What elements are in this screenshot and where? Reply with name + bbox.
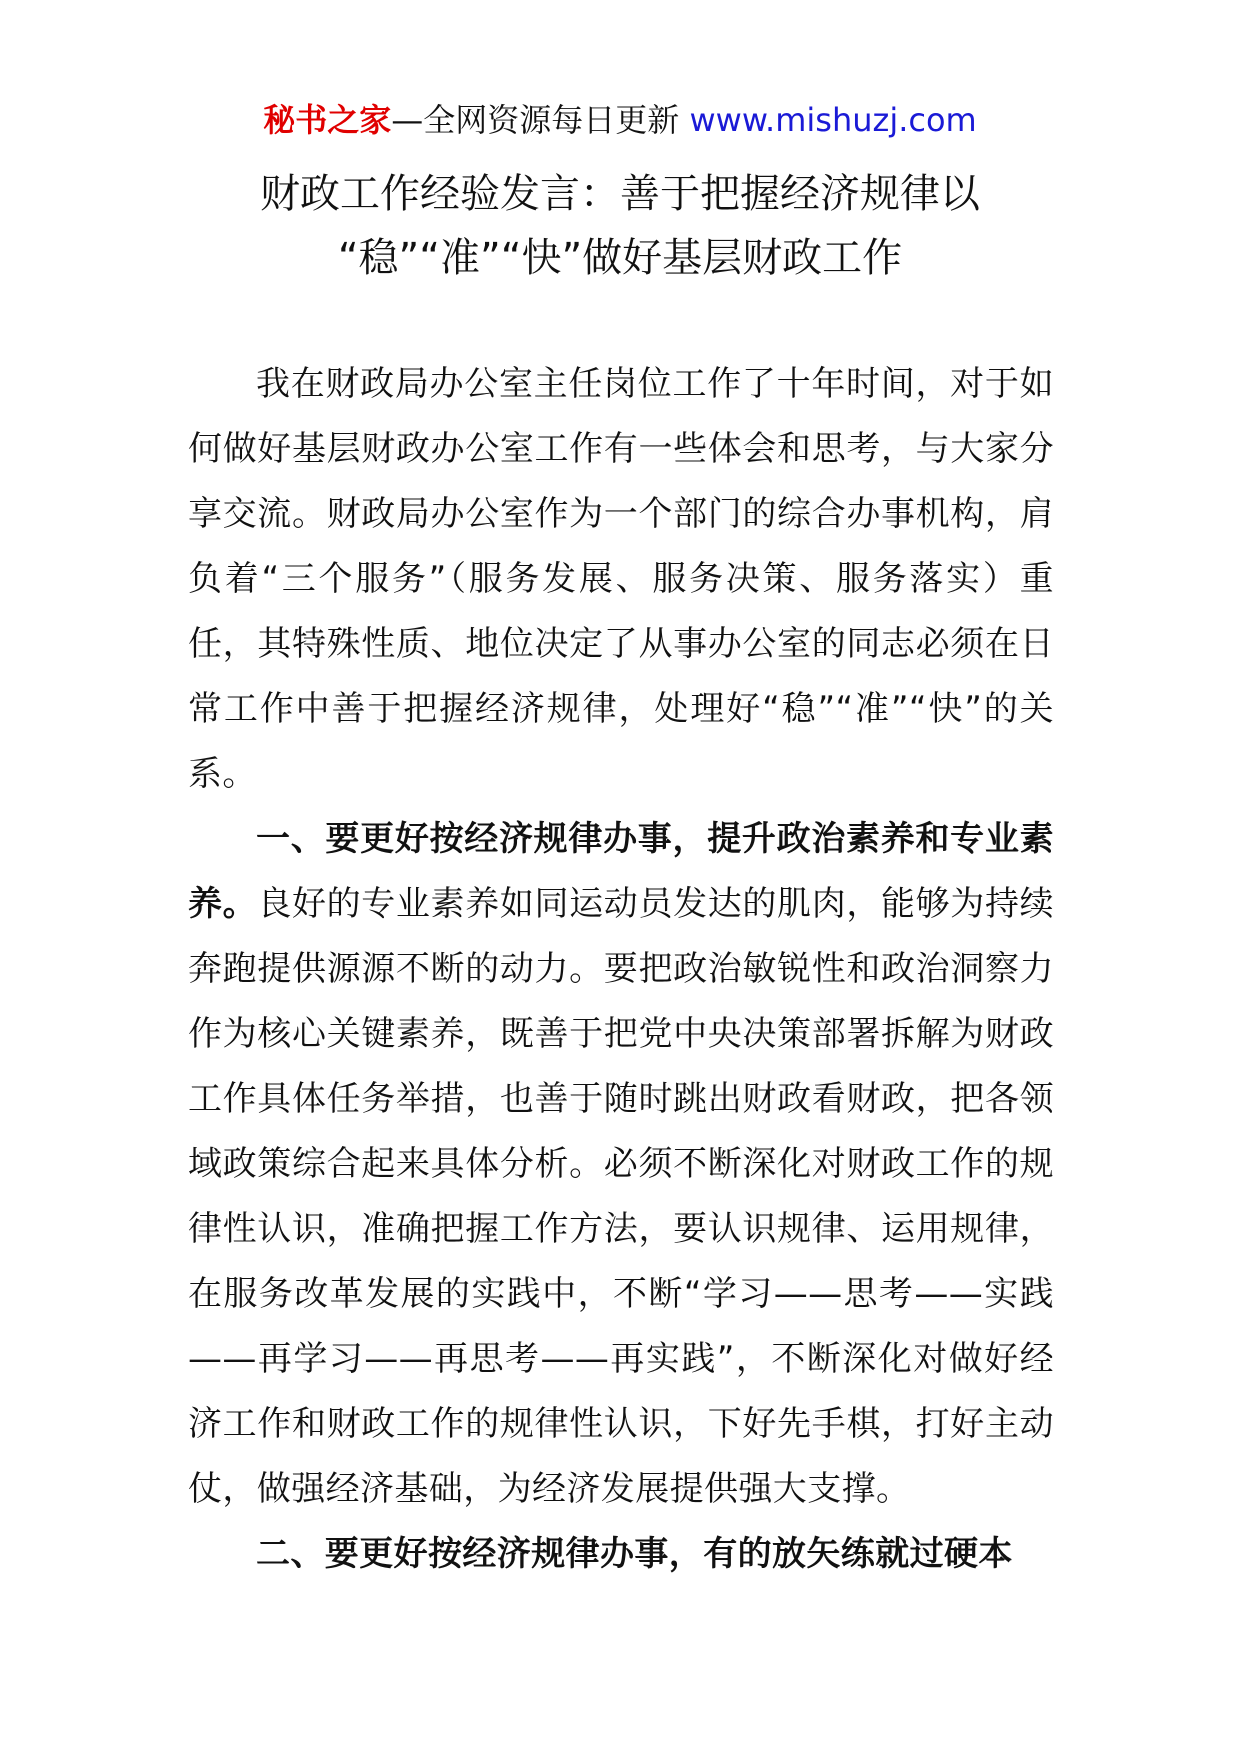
header-tagline: —全网资源每日更新 <box>391 101 690 139</box>
site-header <box>0 98 1240 142</box>
document-title-line-2: “稳”“准”“快”做好基层财政工作 <box>337 235 903 281</box>
site-url-link[interactable]: www.mishuzj.com <box>689 101 977 139</box>
document-title-line-1: 财政工作经验发言：善于把握经济规律以 <box>260 171 980 217</box>
brand-name: 秘书之家 <box>263 101 392 139</box>
intro-paragraph: 我在财政局办公室主任岗位工作了十年时间，对于如何做好基层财政办公室工作有一些体会和思考，与大家分享交流。财政局办公室作为一个部门的综合办事机构，肩负着“三个服务”（服务发展、服务决策、服务落实）重任，其特殊性质、地位决定了从事办公室的同志必须在日常工作中善于把握经济规律，处理好“稳”“准”“快”的关系。 <box>188 364 1054 794</box>
section-2-paragraph <box>188 1522 1054 1587</box>
section-1-paragraph <box>188 807 1054 1522</box>
section-1-text: 良好的专业素养如同运动员发达的肌肉，能够为持续奔跑提供源源不断的动力。要把政治敏锐性和政治洞察力作为核心关键素养，既善于把党中央决策部署拆解为财政工作具体任务举措，也善于随时跳出财政看财政，把各领域政策综合起来具体分析。必须不断深化对财政工作的规律性认识，准确把握工作方法，要认识规律、运用规律，在服务改革发展的实践中，不断“学习——思考——实践——再学习——再思考——再实践”，不断深化对做好经济工作和财政工作的规律性认识，下好先手棋，打好主动仗，做强经济基础，为经济发展提供强大支撑。 <box>188 884 1054 1509</box>
section-2-heading: 二、要更好按经济规律办事，有的放矢练就过硬本 <box>256 1534 1013 1574</box>
document-body <box>188 352 1054 1587</box>
section-1-heading: 一、要更好按经济规律办事，提升政治素养和专业素养。 <box>188 819 1054 924</box>
